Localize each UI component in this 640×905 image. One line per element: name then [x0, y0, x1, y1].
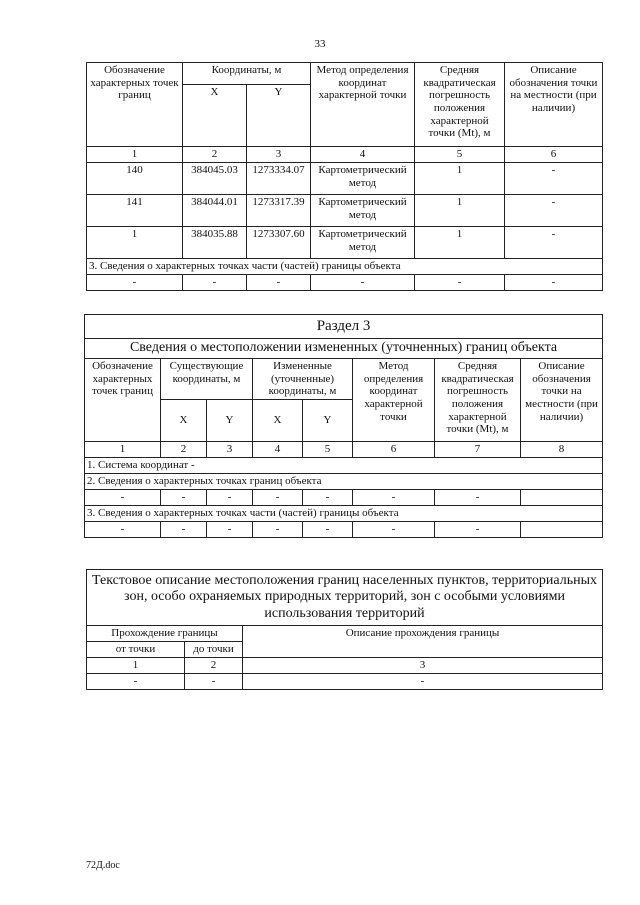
header-designation: Обозначение характерных точек границ — [87, 63, 183, 147]
coordinates-table — [86, 62, 603, 291]
text-description-title: Текстовое описание местоположения границ населенных пунктов, территориальных зон, особо охраняемых природных территорий, зон с особыми условиями использования территорий — [87, 570, 603, 626]
header-x: X — [253, 399, 303, 441]
empty-cell: - — [303, 521, 353, 537]
cell-x: 384035.88 — [183, 227, 247, 259]
file-name-footer: 72Д.doc — [86, 860, 120, 871]
header-y: Y — [207, 399, 253, 441]
cell-point: 140 — [87, 163, 183, 195]
col-number: 4 — [253, 441, 303, 457]
empty-cell: - — [415, 274, 505, 290]
empty-cell: - — [353, 489, 435, 505]
empty-cell: - — [311, 274, 415, 290]
section-title: Раздел 3 — [85, 315, 603, 339]
cell-y: 1273334.07 — [247, 163, 311, 195]
col-number: 1 — [85, 441, 161, 457]
cell-method: Картометрический метод — [311, 195, 415, 227]
empty-cell: - — [253, 489, 303, 505]
col-number: 2 — [183, 147, 247, 163]
empty-cell — [521, 489, 603, 505]
page-number: 33 — [314, 38, 326, 50]
header-error: Средняя квадратическая погрешность положения характерной точки (Mt), м — [415, 63, 505, 147]
col-number: 5 — [303, 441, 353, 457]
section-3-label: 3. Сведения о характерных точках части (частей) границы объекта — [87, 259, 603, 275]
header-description: Описание обозначения точки на местности (при наличии) — [521, 359, 603, 442]
table-row — [87, 195, 603, 227]
empty-cell: - — [85, 521, 161, 537]
cell-error: 1 — [415, 163, 505, 195]
col-number: 1 — [87, 658, 185, 674]
empty-cell: - — [435, 521, 521, 537]
empty-cell: - — [243, 674, 603, 690]
section-2-label: 2. Сведения о характерных точках границ объекта — [85, 473, 603, 489]
header-changed: Измененные (уточненные) координаты, м — [253, 359, 353, 400]
section-1-label: 1. Система координат - — [85, 457, 603, 473]
header-passage-description: Описание прохождения границы — [243, 626, 603, 658]
cell-method: Картометрический метод — [311, 163, 415, 195]
empty-cell: - — [303, 489, 353, 505]
cell-x: 384045.03 — [183, 163, 247, 195]
cell-description: - — [505, 195, 603, 227]
header-from-point: от точки — [87, 642, 185, 658]
empty-cell: - — [161, 521, 207, 537]
col-number: 6 — [353, 441, 435, 457]
empty-cell — [521, 521, 603, 537]
cell-y: 1273307.60 — [247, 227, 311, 259]
col-number: 3 — [247, 147, 311, 163]
section-3-label: 3. Сведения о характерных точках части (частей) границы объекта — [85, 505, 603, 521]
header-description: Описание обозначения точки на местности (при наличии) — [505, 63, 603, 147]
header-designation: Обозначение характерных точек границ — [85, 359, 161, 442]
empty-cell: - — [87, 274, 183, 290]
section-3-table — [84, 314, 603, 538]
empty-cell: - — [247, 274, 311, 290]
header-y: Y — [303, 399, 353, 441]
col-number: 1 — [87, 147, 183, 163]
empty-cell: - — [207, 489, 253, 505]
col-number: 4 — [311, 147, 415, 163]
cell-error: 1 — [415, 227, 505, 259]
empty-cell: - — [253, 521, 303, 537]
empty-cell: - — [161, 489, 207, 505]
header-passage: Прохождение границы — [87, 626, 243, 642]
col-number: 3 — [207, 441, 253, 457]
header-method: Метод определения координат характерной точки — [353, 359, 435, 442]
header-y: Y — [247, 85, 311, 147]
cell-description: - — [505, 163, 603, 195]
empty-cell: - — [85, 489, 161, 505]
header-error: Средняя квадратическая погрешность положения характерной точки (Mt), м — [435, 359, 521, 442]
col-number: 2 — [185, 658, 243, 674]
header-x: X — [161, 399, 207, 441]
header-coords: Координаты, м — [183, 63, 311, 85]
cell-error: 1 — [415, 195, 505, 227]
empty-cell: - — [183, 274, 247, 290]
header-method: Метод определения координат характерной точки — [311, 63, 415, 147]
table-row — [87, 163, 603, 195]
header-to-point: до точки — [185, 642, 243, 658]
col-number: 6 — [505, 147, 603, 163]
header-existing: Существующие координаты, м — [161, 359, 253, 400]
cell-y: 1273317.39 — [247, 195, 311, 227]
empty-cell: - — [505, 274, 603, 290]
cell-method: Картометрический метод — [311, 227, 415, 259]
cell-point: 1 — [87, 227, 183, 259]
col-number: 5 — [415, 147, 505, 163]
section-subtitle: Сведения о местоположении измененных (уточненных) границ объекта — [85, 339, 603, 359]
col-number: 7 — [435, 441, 521, 457]
cell-x: 384044.01 — [183, 195, 247, 227]
boundary-description-table — [86, 569, 603, 690]
col-number: 3 — [243, 658, 603, 674]
header-x: X — [183, 85, 247, 147]
empty-cell: - — [353, 521, 435, 537]
empty-cell: - — [435, 489, 521, 505]
table-row — [87, 227, 603, 259]
empty-cell: - — [207, 521, 253, 537]
col-number: 8 — [521, 441, 603, 457]
empty-cell: - — [87, 674, 185, 690]
empty-cell: - — [185, 674, 243, 690]
col-number: 2 — [161, 441, 207, 457]
cell-description: - — [505, 227, 603, 259]
cell-point: 141 — [87, 195, 183, 227]
